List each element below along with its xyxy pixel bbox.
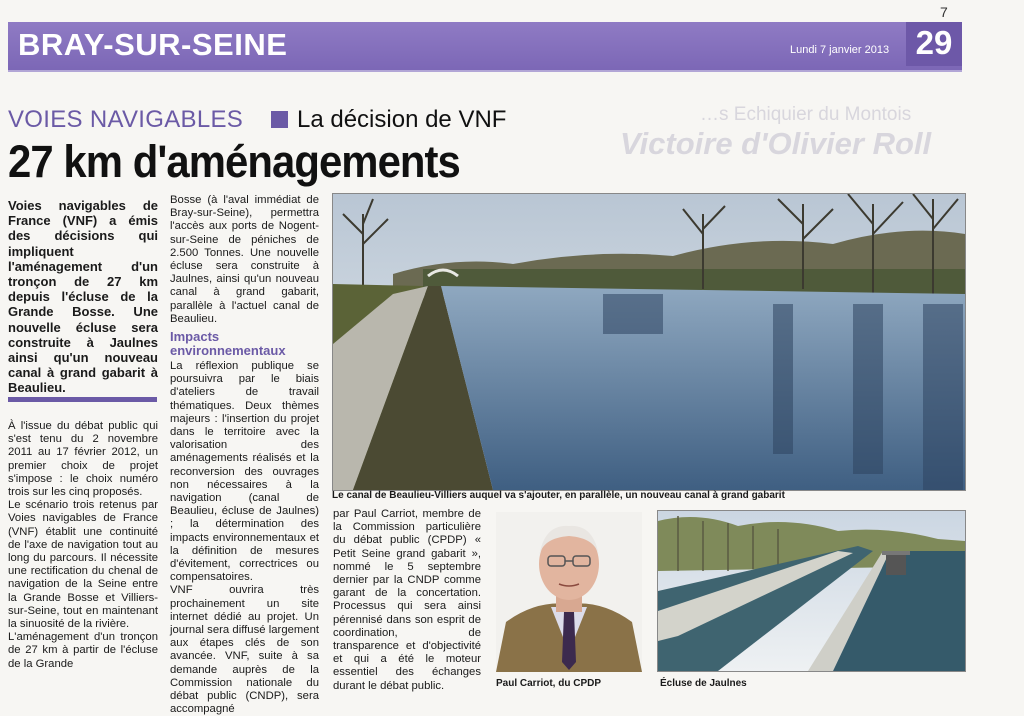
paragraph: L'aménagement d'un tronçon de 27 km à partir de l'écluse de la Grande [8,631,158,670]
canal-photo-caption: Le canal de Beaulieu-Villiers auquel va s'ajouter, en parallèle, un nouveau canal à grand gabarit [332,490,785,501]
bleed-through-text: …s Echiquier du Montois [700,104,912,125]
page-number: 29 [906,22,962,66]
article-subhead: Impacts environnementaux [170,329,286,358]
column-2-body [170,360,319,716]
corner-mark: 7 [940,4,948,20]
canal-photo [332,193,966,491]
paragraph: La réflexion publique se poursuivra par le biais d'ateliers de travail thématiques. Deux thèmes majeurs : l'insertion du projet dans le territoire avec la valorisation des aménagements réalisés et la reconversion des ouvrages non nécessaires à la navigation (canal de Beaulieu, écluse de Jaulnes) ; la détermination des impacts environnementaux et la définition de mesures d'évitement, correctrices ou compensatoires. [170,360,319,584]
paragraph: À l'issue du débat public qui s'est tenu du 2 novembre 2011 au 17 février 2012, un premier choix de projet s'impose : le choix numéro trois sur les cinq proposés. [8,420,158,499]
paragraph: VNF ouvrira très prochainement un site internet dédié au projet. Un journal sera diffusé largement aux étapes clés de son avancée. VNF, suite à sa demande auprès de la Commission nationale du débat public (CNDP), sera accompagné [170,584,319,716]
column-3-body: par Paul Carriot, membre de la Commission particulière du débat public (CPDP) « Petit Seine grand gabarit », nommé le 5 septembre dernier par la CNDP comme garant de la concertation. Processus qui sera ainsi pérennisé dans son esprit de coordination, de transparence et d'objectivité et qui a été le moteur essentiel des échanges durant le débat public. [333,508,481,692]
bleed-through-headline: Victoire d'Olivier Roll [620,126,932,161]
lock-caption: Écluse de Jaulnes [660,678,747,689]
article-lead: Voies navigables de France (VNF) a émis des décisions qui impliquent l'aménagement d'un tronçon de 27 km depuis l'écluse de la Grande Bosse. Une nouvelle écluse sera construite à Jaulnes ainsi qu'un nouveau canal à grand gabarit à Beaulieu. [8,198,158,396]
paragraph: Le scénario trois retenus par Voies navigables de France (VNF) établit une continuité de l'axe de navigation tout au long du parcours. Il nécessite une rectification du chenal de navigation de la Seine entre la Grande Bosse et Villiers-sur-Seine, tout en maintenant la sinuosité de la rivière. [8,499,158,631]
issue-date: Lundi 7 janvier 2013 [790,44,890,56]
portrait-caption: Paul Carriot, du CPDP [496,678,602,689]
portrait-photo [496,512,642,672]
article-topic: La décision de VNF [297,106,507,133]
rubric-square-icon [271,111,288,128]
lock-photo [657,510,966,672]
lead-divider [8,397,157,402]
article-headline: 27 km d'aménagements [8,136,460,187]
column-1-body [8,420,158,671]
column-2-intro: Bosse (à l'aval immédiat de Bray-sur-Seine), permettra l'accès aux ports de Nogent-sur-Seine de péniches de 2.500 Tonnes. Une nouvelle écluse sera construite à Jaulnes, ainsi qu'un nouveau canal à grand gabarit, parallèle à l'actuel canal de Beaulieu. [170,194,319,325]
section-title: BRAY-SUR-SEINE [18,27,288,62]
article-rubric: VOIES NAVIGABLES [8,106,244,133]
